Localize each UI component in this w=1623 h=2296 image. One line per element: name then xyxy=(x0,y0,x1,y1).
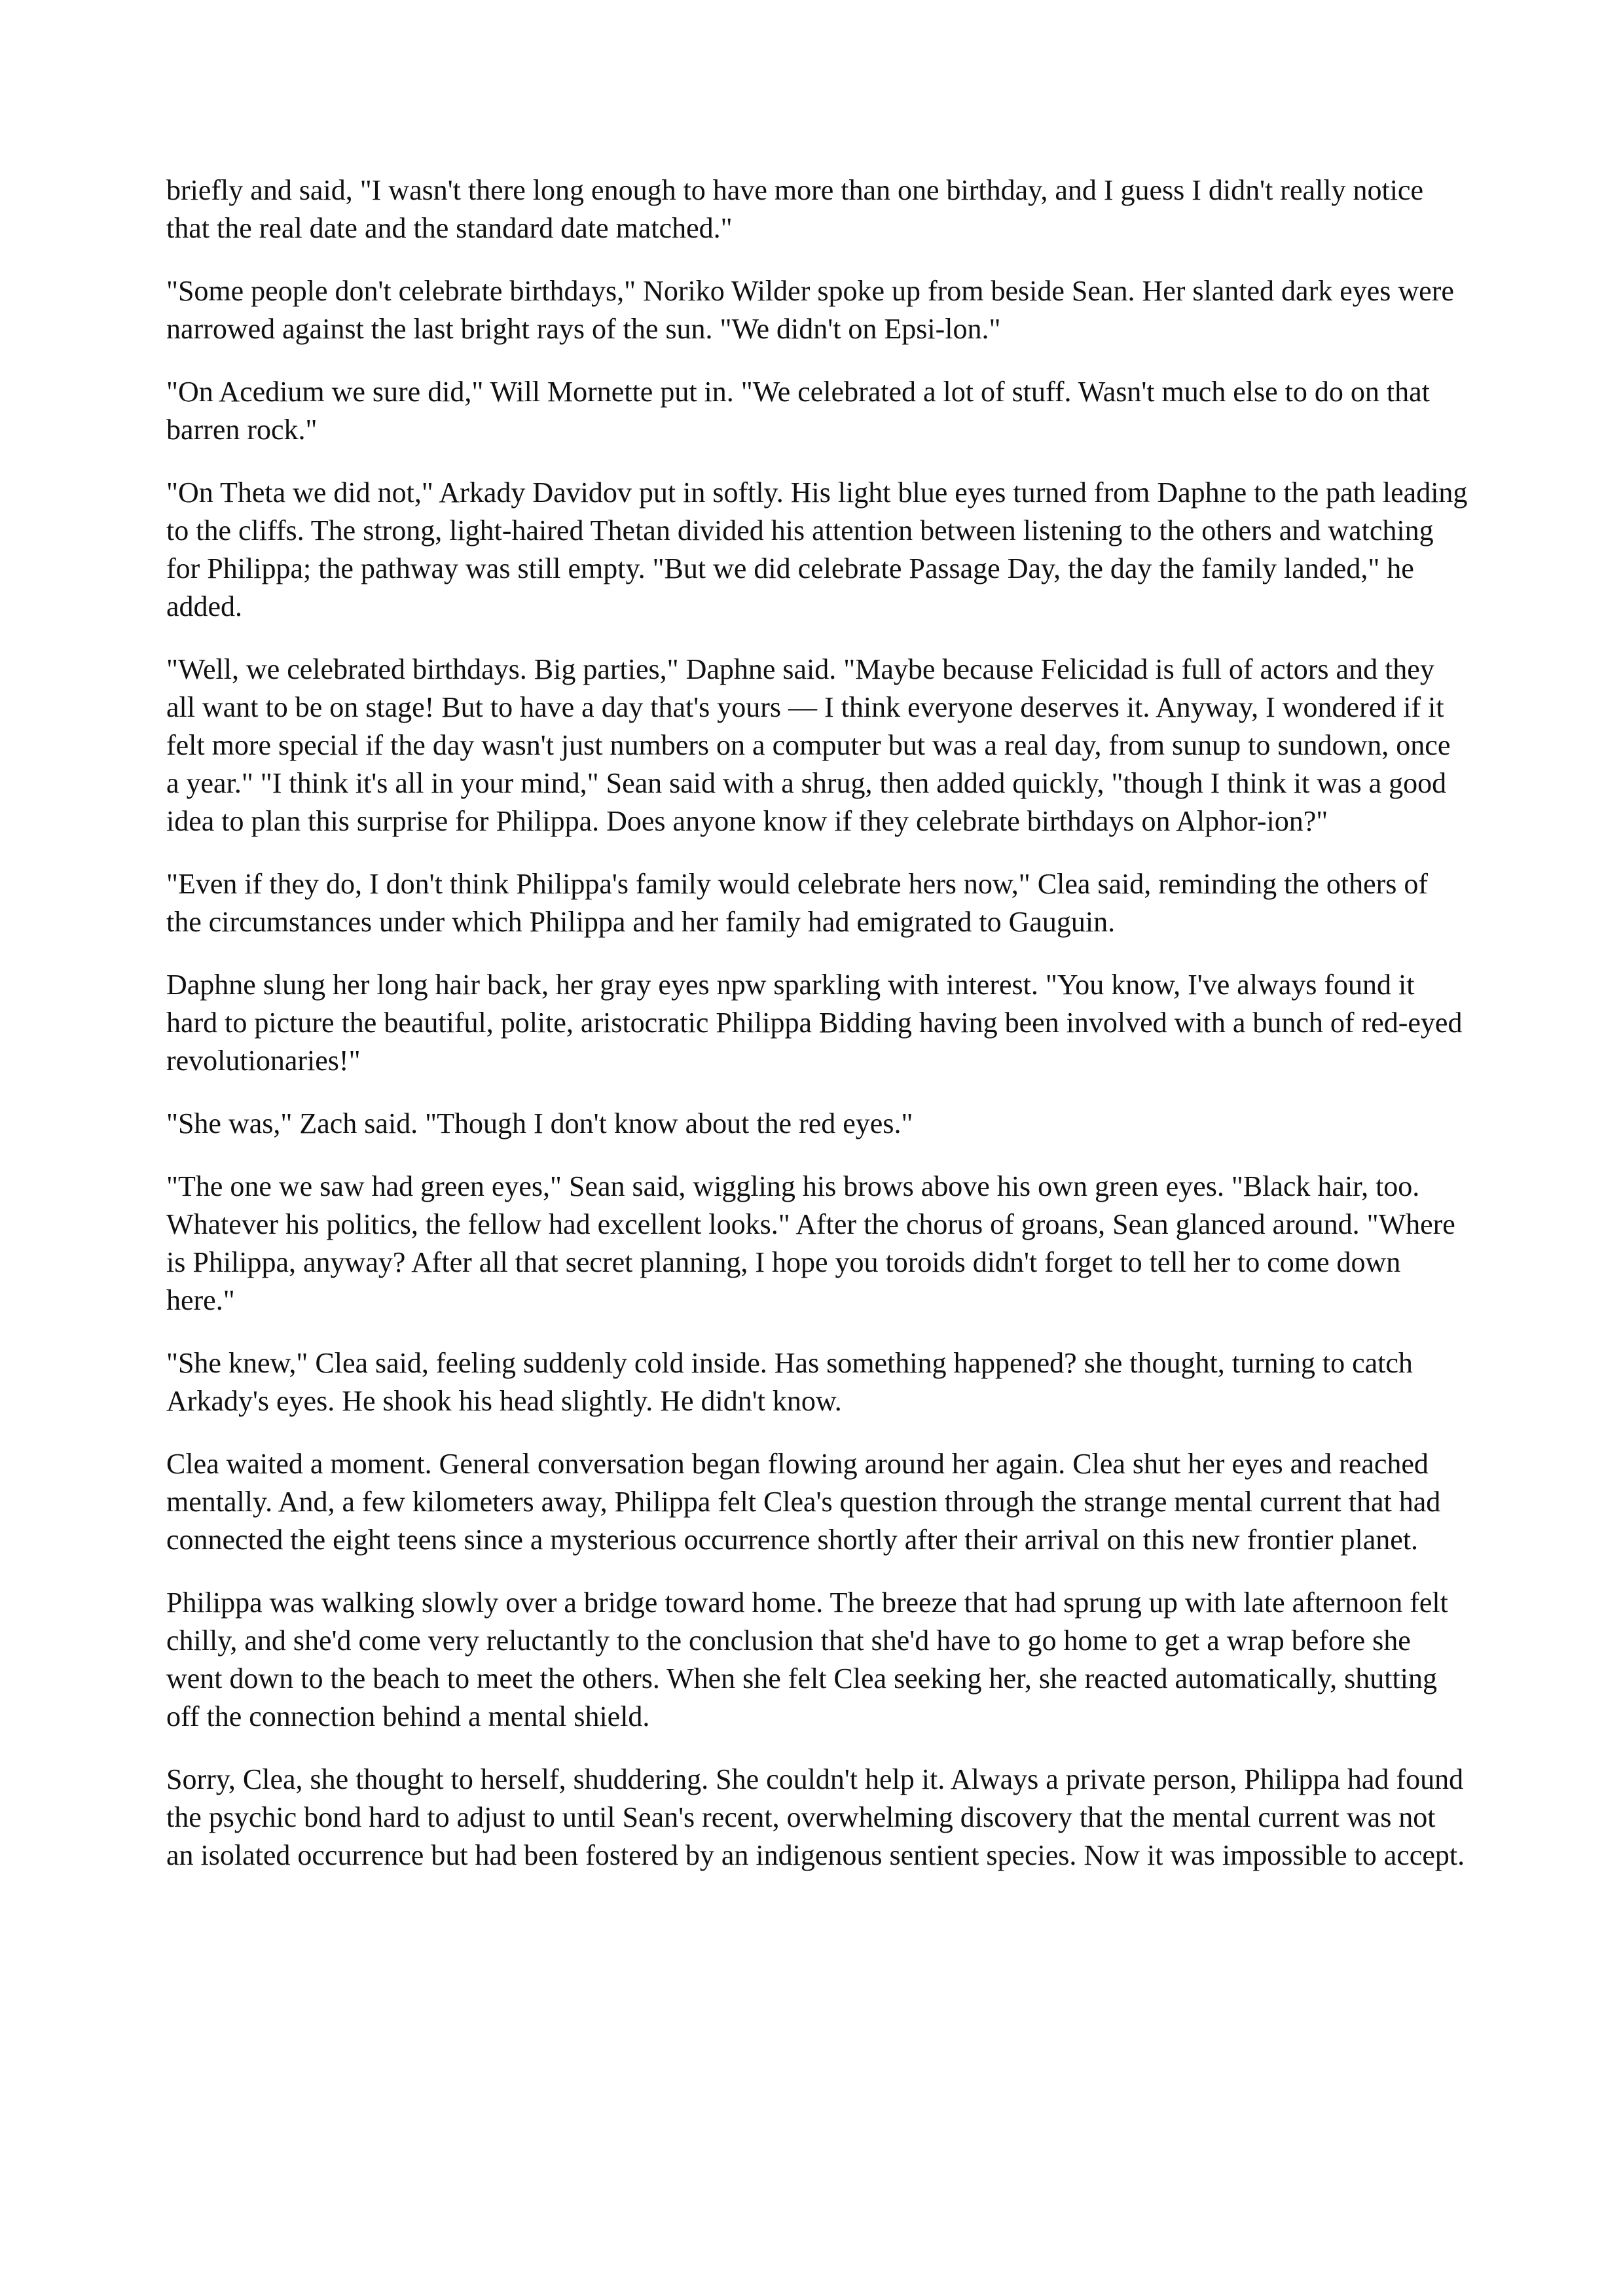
paragraph-13: Sorry, Clea, she thought to herself, shuddering. She couldn't help it. Always a private person, Philippa had found the psychic bond hard to adjust to until Sean's recent, overwhelming discovery that the mental current was not an isolated occurrence but had been fostered by an indigenous sentient species. Now it was impossible to accept. xyxy=(166,1763,1465,1871)
paragraph-9: "The one we saw had green eyes," Sean said, wiggling his brows above his own green eyes. "Black hair, too. Whatever his politics, the fellow had excellent looks." After the chorus of groans, Sean glanced around. "Where is Philippa, anyway? After all that secret planning, I hope you toroids didn't forget to tell her to come down here." xyxy=(166,1170,1455,1316)
paragraph-7: Daphne slung her long hair back, her gray eyes npw sparkling with interest. "You know, I've always found it hard to picture the beautiful, polite, aristocratic Philippa Bidding having been involved with a bunch of red-eyed revolutionaries!" xyxy=(166,969,1463,1077)
paragraph-10: "She knew," Clea said, feeling suddenly cold inside. Has something happened? she thought, turning to catch Arkady's eyes. He shook his head slightly. He didn't know. xyxy=(166,1347,1413,1417)
paragraph-6: "Even if they do, I don't think Philippa's family would celebrate hers now," Clea said, reminding the others of the circumstances under which Philippa and her family had emigrated to Gauguin. xyxy=(166,868,1429,938)
paragraph-11: Clea waited a moment. General conversation began flowing around her again. Clea shut her eyes and reached mentally. And, a few kilometers away, Philippa felt Clea's question through the strange mental current that had connected the eight teens since a mysterious occurrence shortly after their arrival on this new frontier planet. xyxy=(166,1448,1441,1556)
body-text xyxy=(166,171,1469,1899)
paragraph-12: Philippa was walking slowly over a bridge toward home. The breeze that had sprung up with late afternoon felt chilly, and she'd come very reluctantly to the conclusion that she'd have to go home to get a wrap before she went down to the beach to meet the others. When she felt Clea seeking her, she reacted automatically, shutting off the connection behind a mental shield. xyxy=(166,1587,1448,1732)
paragraph-3: "On Acedium we sure did," Will Mornette put in. "We celebrated a lot of stuff. Wasn't much else to do on that barren rock." xyxy=(166,376,1430,446)
paragraph-2: "Some people don't celebrate birthdays," Noriko Wilder spoke up from beside Sean. Her slanted dark eyes were narrowed against the last bright rays of the sun. "We didn't on Epsi-lon." xyxy=(166,275,1454,345)
paragraph-4: "On Theta we did not," Arkady Davidov put in softly. His light blue eyes turned from Daphne to the path leading to the cliffs. The strong, light-haired Thetan divided his attention between listening to the others and watching for Philippa; the pathway was still empty. "But we did celebrate Passage Day, the day the family landed," he added. xyxy=(166,476,1468,622)
paragraph-1: briefly and said, "I wasn't there long enough to have more than one birthday, and I guess I didn't really notice that the real date and the standard date matched." xyxy=(166,174,1423,244)
paragraph-8: "She was," Zach said. "Though I don't know about the red eyes." xyxy=(166,1107,913,1139)
paragraph-5: "Well, we celebrated birthdays. Big parties," Daphne said. "Maybe because Felicidad is full of actors and they all want to be on stage! But to have a day that's yours — I think everyone deserves it. Anyway, I wondered if it felt more special if the day wasn't just numbers on a computer but was a real day, from sunup to sundown, once a year." "I think it's all in your mind," Sean said with a shrug, then added quickly, "though I think it was a good idea to plan this surprise for Philippa. Does anyone know if they celebrate birthdays on Alphor-ion?" xyxy=(166,653,1451,837)
